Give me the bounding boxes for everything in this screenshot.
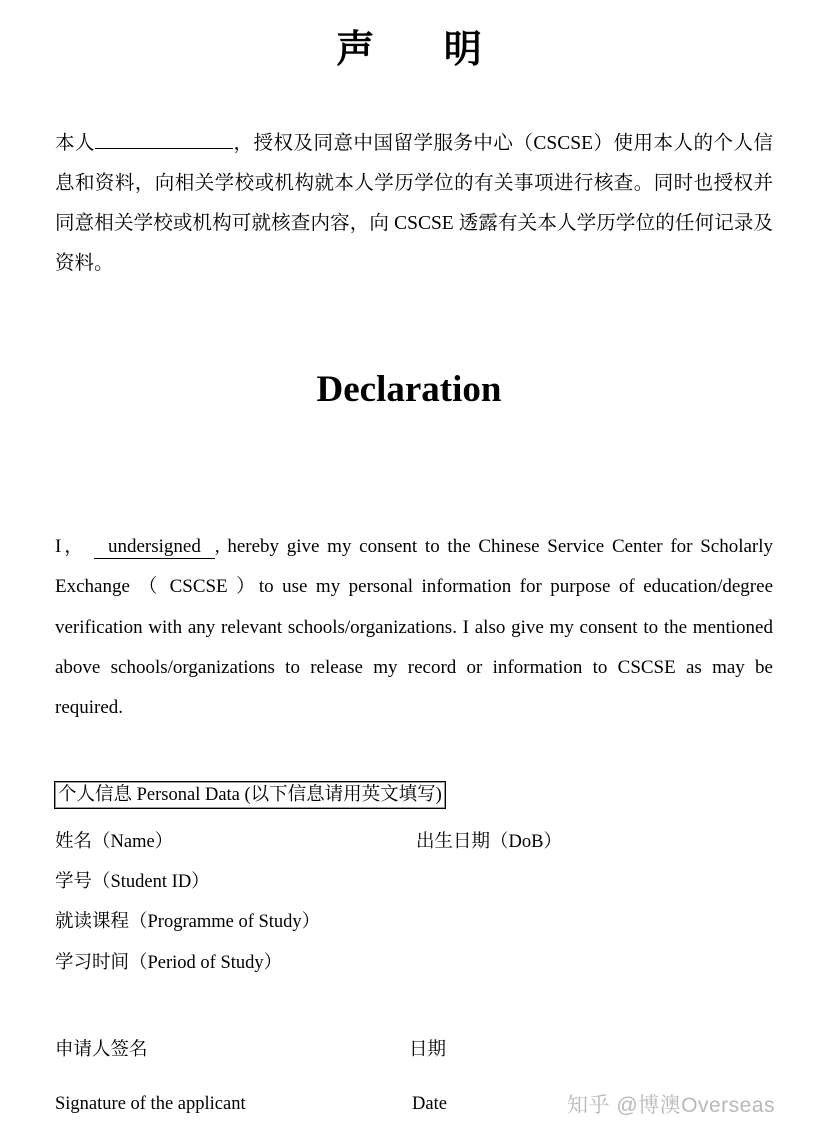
chinese-declaration-paragraph [55,124,773,284]
applicant-signature-label-en: Signature of the applicant [55,1094,246,1114]
applicant-signature-label-cn: 申请人签名 [55,1040,148,1060]
date-label-en: Date [412,1094,447,1114]
student-id-label: 学号（Student ID） [55,872,210,892]
filled-name: undersigned [94,536,215,559]
zhihu-watermark: 知乎 @博澳Overseas [567,1094,776,1117]
name-label: 姓名（Name） [55,832,174,852]
name-blank-line [95,130,233,149]
chinese-para-start: 本人 [55,133,95,154]
personal-data-header: 个人信息 Personal Data (以下信息请用英文填写) [54,781,446,809]
period-label: 学习时间（Period of Study） [55,953,283,973]
chinese-para-rest: ，授权及同意中国留学服务中心（CSCSE）使用本人的个人信息和资料，向相关学校或机构就本人学历学位的有关事项进行核查。同时也授权并同意相关学校或机构可就核查内容，向 CSCSE 透露有关本人学历学位的任何记录及资料。 [55,133,773,274]
english-title: Declaration [316,369,502,410]
english-declaration-paragraph [55,527,773,728]
date-label-cn: 日期 [409,1040,447,1060]
chinese-title: 声 明 [336,29,512,71]
english-para-start: I， [55,536,87,557]
dob-label: 出生日期（DoB） [416,832,562,852]
english-para-rest: , hereby give my consent to the Chinese Service Center for Scholarly Exchange （ CSCSE ）to use my personal information for purpose of education/degree verification with any relevant schools/organizations. I also give my consent to the mentioned above schools/organizations to release my record or information to CSCSE as may be required. [55,536,774,719]
programme-label: 就读课程（Programme of Study） [55,912,321,932]
